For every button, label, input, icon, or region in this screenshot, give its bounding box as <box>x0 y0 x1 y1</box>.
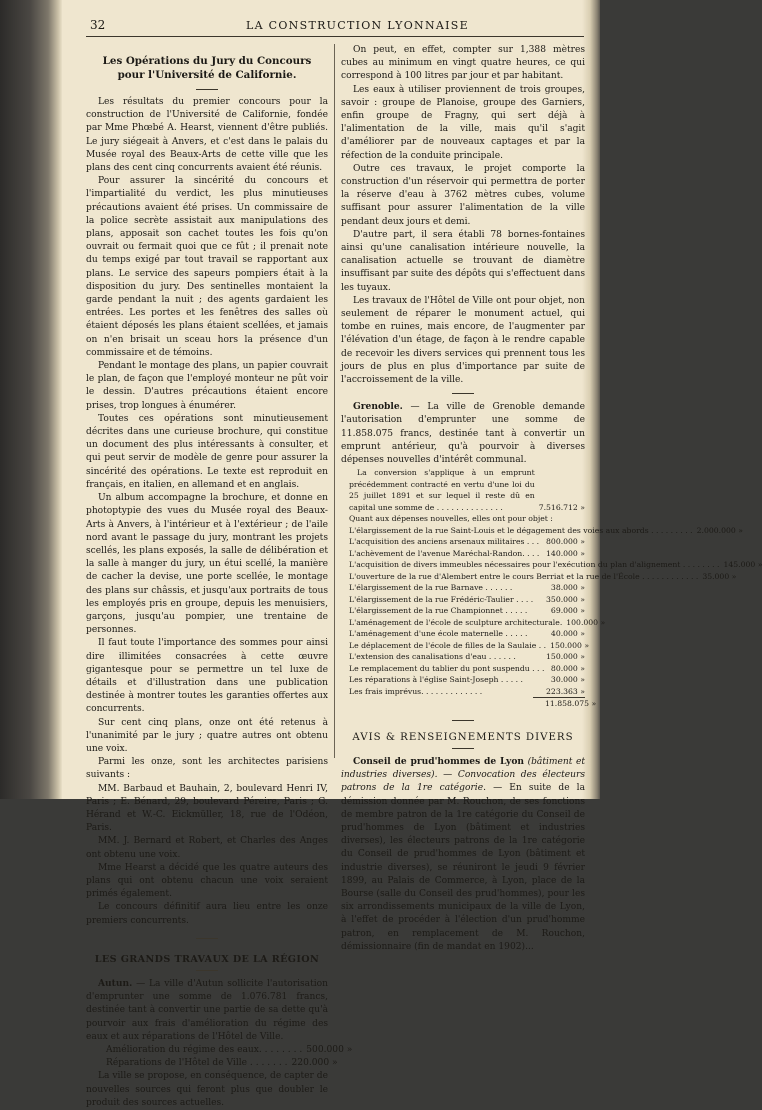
paragraph: On peut, en effet, compter sur 1,388 mètres cubes au minimum en vingt quatre heures, ce qui correspond à 100 litres par jour et par habitant. <box>341 45 585 82</box>
paragraph: Les résultats du premier concours pour la construction de l'Université de Californie, fondée par Mme Phœbé A. Hearst, viennent d'être publiés. Le jury siégeait à Anvers, et c'est dans le palais du Musée royal des Beaux-Arts de cette ville que les plans des cent cinq concurrents avaient été réunis. <box>86 97 328 174</box>
row-label: L'élargissement de la rue Barnave . . . . . . <box>349 583 513 593</box>
table-intro-row <box>341 467 585 513</box>
paragraph: Les eaux à utiliser proviennent de trois groupes, savoir : groupe de Planoise, groupe des Garniers, enfin groupe de Fragny, qui sert déjà à l'alimentation de la ville, mais qu'il s'agit d'améliorer par de nouveaux captages et par la réfection de la conduite principale. <box>341 84 585 161</box>
paragraph-text: — La ville de Grenoble demande l'autorisation d'emprunter une somme de 11.858.075 francs, destinée tant à convertir un emprunt antérieur, qu'à pourvoir à diverses dépenses nouvelles d'intérêt communal. <box>341 402 585 466</box>
row-amount: 150.000 <box>546 652 578 662</box>
total-amount: 11.858.075 <box>545 699 590 709</box>
paragraph <box>86 977 328 1044</box>
section-separator <box>452 748 474 749</box>
paragraph: Toutes ces opérations sont minutieusement décrites dans une curieuse brochure, qui constitue un document des plus intéressants à consulter, et qui peut servir de modèle de genre pour assurer la sincérité des opérations. Le texte est reproduit en français, en italien, en allemand et en anglais. <box>86 413 328 490</box>
row-unit: » <box>580 548 585 558</box>
row-amount: 30.000 <box>550 675 578 685</box>
paragraph: Mme Hearst a décidé que les quatre auteurs des plans qui ont obtenu chacun une voix seraient primés également. <box>86 862 328 900</box>
row-amount: 7.516.712 <box>538 502 578 512</box>
row-label: L'élargissement de la rue Frédéric-Taulier . . . . <box>349 594 534 604</box>
table-row <box>341 628 585 640</box>
paragraph: La ville se propose, en conséquence, de capter de nouvelles sources qui feront plus que doubler le produit des sources actuelles. <box>86 1071 328 1108</box>
row-amount: 800.000 <box>546 537 578 547</box>
row-unit: » <box>580 663 585 673</box>
row-label: Les frais imprévus. . . . . . . . . . . . . <box>349 686 483 696</box>
paragraph: Il faut toute l'importance des sommes pour ainsi dire illimitées consacrées à cette œuvre gigantesque pour se permettre un tel luxe de détails et d'illustration dans une publication destinée à montrer toutes les garanties offertes aux concurrents. <box>86 638 328 715</box>
notice-text: En suite de la démission donnée par M. Rouchon, de ses fonctions de membre patron de la 1re catégorie du Conseil de prud'hommes de Lyon (bâtiment et industries diverses), les électeurs patrons de la 1re catégorie du Conseil de prud'hommes de Lyon (bâtiment et industrie diverses), se réuniront le jeudi 9 février 1899, au Palais de Commerce, à Lyon, place de la Bourse (salle du Conseil des prud'hommes), pour les six arrondissements municipaux de la ville de Lyon, à l'effet de procéder à l'élection d'un prud'homme patron, en remplacement de M. Rouchon, démissionnaire (fin de mandat en 1902)... <box>341 783 586 952</box>
paragraph: Un album accompagne la brochure, et donne en photoptypie des vues du Musée royal des Beaux-Arts à Anvers, à l'intérieur et à l'extérieur ; de l'aile nord avant le passage du jury, montrant les projets scellés, les plans exposés, la salle de délibération et la salle à manger du jury, un étui scellé, la manière de cacher la devise, une porte scellée, le montage des plans sur châssis, et jusqu'aux portraits de tous les employés pris en groupe, depuis les menuisiers, garçons, jusqu'au pompier, une trentaine de personnes. <box>86 493 328 636</box>
row-amount: 35.000 <box>702 571 730 581</box>
section-separator <box>452 393 474 394</box>
paragraph <box>341 755 585 954</box>
row-unit: » <box>580 686 585 696</box>
row-amount: 40.000 <box>550 629 578 639</box>
row-amount: 80.000 <box>550 663 578 673</box>
paragraph: Le concours définitif aura lieu entre les onze premiers concurrents. <box>86 902 328 926</box>
table-subheading: Quant aux dépenses nouvelles, elles ont pour objet : <box>349 514 553 524</box>
row-amount: 220.000 <box>291 1058 330 1069</box>
row-label: Amélioration du régime des eaux. . . . . . . . <box>106 1045 303 1056</box>
article-title-line-1: Les Opérations du Jury du Concours <box>102 55 312 67</box>
article-title <box>86 54 328 82</box>
row-unit: » <box>591 699 597 709</box>
table-row <box>341 559 762 571</box>
row-unit: » <box>580 502 585 512</box>
running-title: LA CONSTRUCTION LYONNAISE <box>246 19 469 32</box>
row-unit: » <box>580 606 585 616</box>
paragraph: Pour assurer la sincérité du concours et l'impartialité du verdict, les plus minutieuses précautions avaient été prises. Un commissaire de la police secrète assistait aux manipulations des plans, apposait son cachet toutes les fois qu'on ouvrait ou fermait quoi que ce fût ; il prenait note du temps exigé par tout travail se rapportant aux plans. Le service des sapeurs pompiers était à la disposition du jury. Des sentinelles montaient la garde pendant la nuit ; des agents gardaient les entrées. Les portes et les fenêtres des salles où étaient déposés les plans étaient scellées, et jamais on n'en brisait un sceau hors la présence d'un commissaire et de témoins. <box>86 176 328 358</box>
table-row <box>341 674 585 686</box>
row-unit: » <box>580 583 585 593</box>
section-title: LES GRANDS TRAVAUX DE LA RÉGION <box>94 953 320 965</box>
table-row <box>341 605 585 617</box>
table-total-row <box>533 697 597 710</box>
row-amount: 100.000 <box>566 617 599 627</box>
row-unit: » <box>580 629 585 639</box>
row-unit: » <box>584 640 590 650</box>
row-unit: » <box>346 1045 353 1056</box>
row-unit: » <box>332 1058 338 1069</box>
table-row <box>341 617 606 629</box>
paragraph: Outre ces travaux, le projet comporte la construction d'un réservoir qui permettra de porter la réserve d'eau à 3762 mètres cubes, volume suffisant pour assurer l'alimentation de la ville pendant deux jours et demi. <box>341 163 585 227</box>
row-label: L'extension des canalisations d'eau . . . . . . <box>349 652 516 662</box>
row-unit: » <box>580 594 585 604</box>
table-row <box>341 686 585 698</box>
paragraph: Pendant le montage des plans, un papier couvrait le plan, de façon que l'employé monteur ne pût voir le dessin. D'autres précautions étaient encore prises, trop longues à énumérer. <box>86 361 328 411</box>
row-amount: 2.000.000 <box>696 525 736 535</box>
table-intro: La conversion s'applique à un emprunt précédemment contracté en vertu d'une loi du 25 juillet 1891 et sur lequel il reste dû en capital une somme de . . . . . . . . . . . . . . <box>349 468 535 512</box>
row-amount: 140.000 <box>546 548 578 558</box>
row-amount: 223.363 <box>546 686 578 696</box>
table-row <box>341 651 585 663</box>
paragraph: MM. Barbaud et Bauhain, 2, boulevard Henri IV, Paris ; E. Bénard, 29, boulevard Péreire, Paris ; G. Hérand et W.-C. Eickmüller, 18, rue de l'Odéon, Paris. <box>86 783 328 834</box>
row-label: Réparations de l'Hôtel de Ville . . . . . . . <box>106 1058 288 1069</box>
table-row <box>341 582 585 594</box>
row-label: L'aménagement de l'école de sculpture architecturale. <box>349 617 563 627</box>
header-rule <box>86 36 584 37</box>
paragraph: Les travaux de l'Hôtel de Ville ont pour objet, non seulement de réparer le monument actuel, qui tombe en ruines, mais encore, de l'augmenter par l'élévation d'un étage, de façon à le rendre capable de recevoir les divers services qui prennent tous les jours de plus en plus d'importance par suite de l'accroissement de la ville. <box>341 295 585 386</box>
row-unit: » <box>580 537 585 547</box>
table-row <box>341 594 585 606</box>
row-unit: » <box>731 571 737 581</box>
section-separator <box>452 720 474 721</box>
table-row <box>341 536 585 548</box>
row-amount: 150.000 <box>550 640 582 650</box>
right-column <box>341 44 762 954</box>
table-row <box>341 663 585 675</box>
row-label: Les réparations à l'église Saint-Joseph . . . . . <box>349 675 523 685</box>
table-row <box>341 571 737 583</box>
page-number: 32 <box>90 18 106 32</box>
row-unit: » <box>757 560 762 570</box>
notice-lead-italic: (bâtiment et industries diverses). <box>341 757 585 781</box>
title-separator <box>196 89 218 90</box>
row-label: L'acquisition de divers immeubles nécessaires pour l'exécution du plan d'alignement . . . . . . . . <box>349 560 720 570</box>
notice-subheading: — Convocation des électeurs patrons de la 1re catégorie. — <box>341 770 585 794</box>
table-row <box>341 640 590 652</box>
book-binding <box>0 0 62 799</box>
paragraph: D'autre part, il sera établi 78 bornes-fontaines ainsi qu'une canalisation intérieure nouvelle, la canalisation actuelle se trouvant de diamètre insuffisant par suite des dépôts qui s'effectuent dans les tuyaux. <box>341 229 585 293</box>
expense-table <box>341 467 762 710</box>
page-header <box>60 14 560 34</box>
row-label: L'élargissement de la rue Championnet . . . . . <box>349 606 528 616</box>
section-title: AVIS & RENSEIGNEMENTS DIVERS <box>352 731 574 743</box>
city-lead: Grenoble. <box>353 401 403 413</box>
paragraph-text: — La ville d'Autun sollicite l'autorisation d'emprunter une somme de 1.076.781 francs, destinée tant à convertir une partie de sa dette qu'à pourvoir aux frais d'amélioration du régime des eaux et aux réparations de l'Hôtel de Ville. <box>86 979 328 1042</box>
row-unit: » <box>738 525 743 535</box>
table-row <box>341 548 585 560</box>
paragraph: Sur cent cinq plans, onze ont été retenus à l'unanimité par le jury ; quatre autres ont obtenu une voix. <box>86 717 328 754</box>
row-amount: 145.000 <box>723 560 756 570</box>
row-label: L'acquisition des anciens arsenaux militaires . . . <box>349 537 540 547</box>
row-label: L'achèvement de l'avenue Maréchal-Randon. . . . <box>349 548 540 558</box>
row-label: Le déplacement de l'école de filles de la Saulaie . . <box>349 640 547 650</box>
row-amount: 350.000 <box>546 594 578 604</box>
table-rows <box>341 525 762 698</box>
paragraph <box>341 400 585 467</box>
column-divider <box>334 44 335 758</box>
row-label: L'aménagement d'une école maternelle . . . . . <box>349 629 528 639</box>
table-row <box>341 525 743 537</box>
city-lead: Autun. <box>98 978 133 989</box>
section-separator <box>196 970 218 971</box>
row-amount: 38.000 <box>550 583 578 593</box>
notice-lead: Conseil de prud'hommes de Lyon <box>353 756 525 767</box>
table-row <box>86 1057 338 1070</box>
section-separator <box>196 938 218 939</box>
row-unit: » <box>600 617 606 627</box>
row-amount: 500.000 <box>306 1045 344 1056</box>
left-column <box>86 46 353 1110</box>
paragraph: MM. J. Bernard et Robert, et Charles des Anges ont obtenu une voix. <box>86 836 328 860</box>
row-label: Le remplacement du tablier du pont suspendu . . . <box>349 663 545 673</box>
article-title-line-2: pour l'Université de Californie. <box>117 69 297 81</box>
row-unit: » <box>580 652 585 662</box>
table-row <box>86 1044 353 1057</box>
row-unit: » <box>580 675 585 685</box>
paragraph: Parmi les onze, sont les architectes parisiens suivants : <box>86 757 328 781</box>
row-amount: 69.000 <box>550 606 578 616</box>
row-label: L'élargissement de la rue Saint-Louis et le dégagement des voies aux abords . . . . . . . . . <box>349 525 693 535</box>
row-label: L'ouverture de la rue d'Alembert entre le cours Berriat et la rue de l'École . . . . . . . . . . . . <box>349 571 699 581</box>
